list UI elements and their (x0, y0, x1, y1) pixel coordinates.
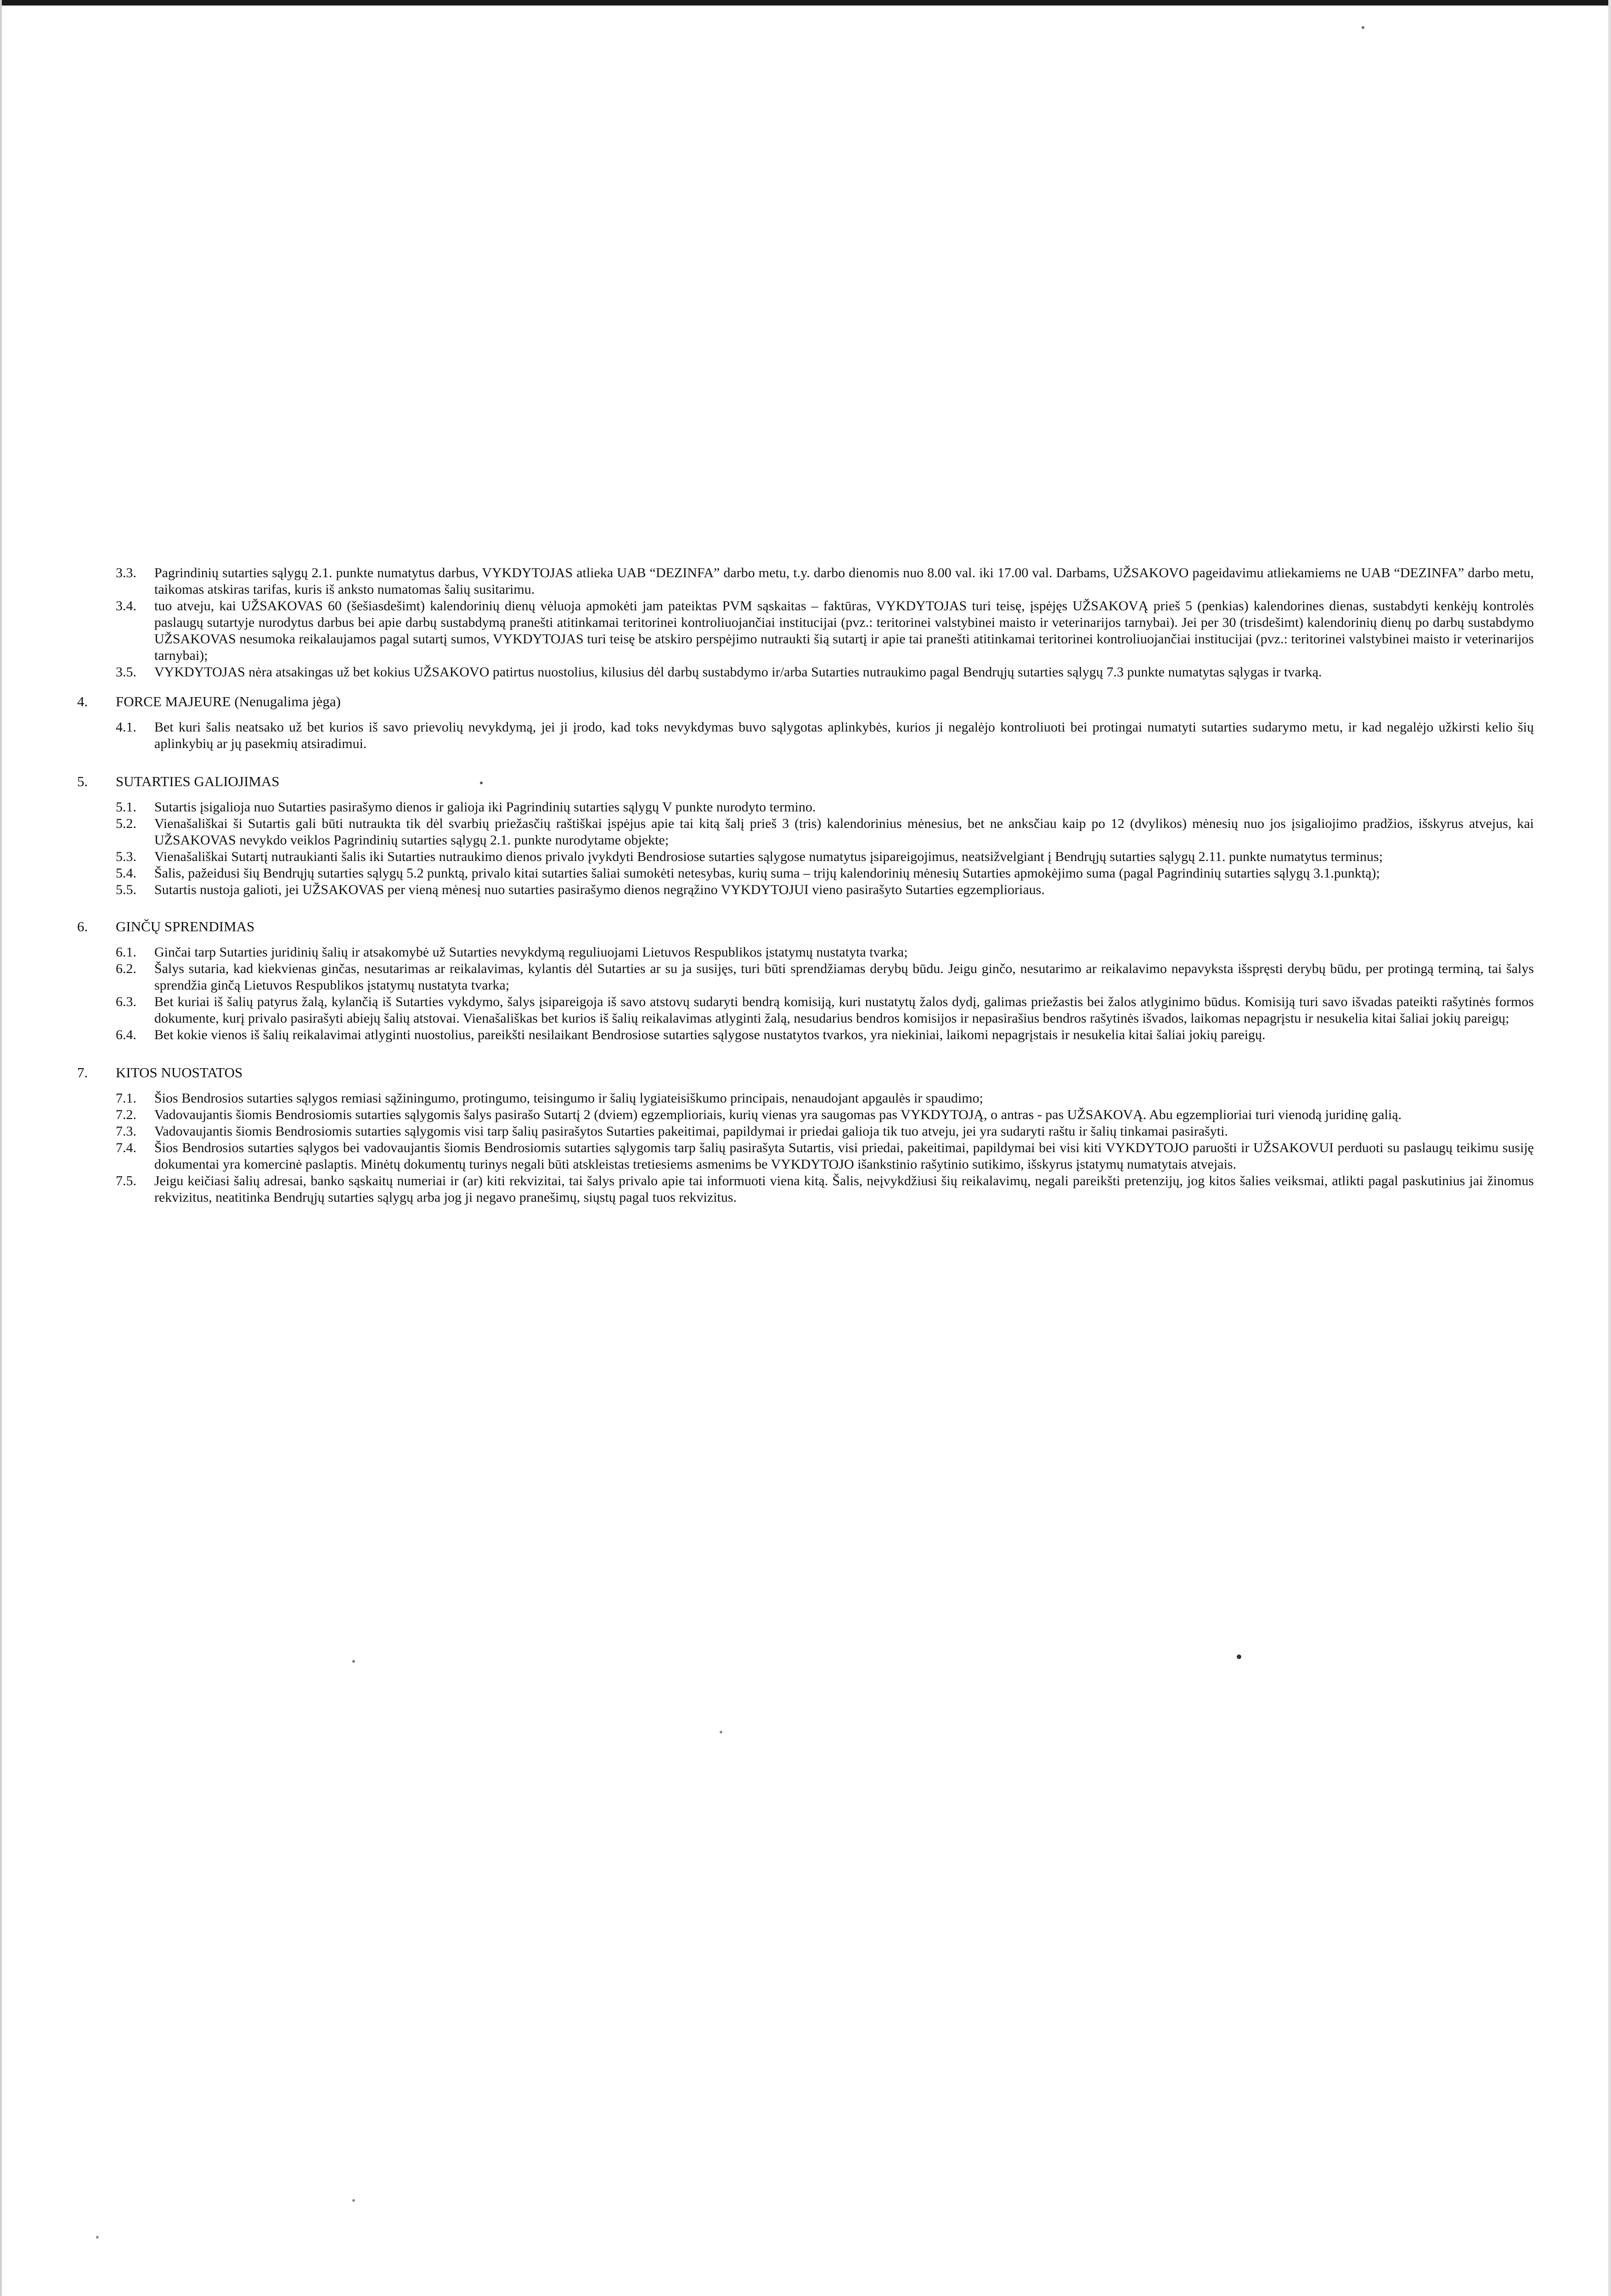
section-number: 6. (77, 918, 88, 934)
clause-text: Vienašališkai ši Sutartis gali būti nutraukta tik dėl svarbių priežasčių raštiškai įspėjus apie tai kitą šalį prieš 3 (tris) kalendorinius mėnesius, bet ne anksčiau kaip po 12 (dvylikos) mėnesių nuo jos įsigaliojimo pradžios, išskyrus atvejus, kai UŽSAKOVAS nevykdo veiklos Pagrindinių sutarties sąlygų 2.1. punkte nurodytame objekte; (154, 816, 1534, 848)
clause (77, 865, 1534, 882)
clause-text: Bet kokie vienos iš šalių reikalavimai atlyginti nuostolius, pareikšti nesilaikant Bendrosiose sutarties sąlygose nustatytos tvarkos, yra niekiniai, laikomi nepagrįstais ir nesukelia kitai šaliai jokių pareigų. (154, 1027, 1266, 1042)
section-title: FORCE MAJEURE (Nenugalima jėga) (116, 693, 341, 709)
clause-text: Šios Bendrosios sutarties sąlygos bei vadovaujantis šiomis Bendrosiomis sutarties sąlygomis tarp šalių pasirašyta Sutartis, visi priedai, pakeitimai, papildymai bei visi kiti VYKDYTOJO paruošti ir UŽSAKOVUI perduoti su paslaugų teikimu susiję dokumentai yra komercinė paslaptis. Minėtų dokumentų turinys negali būti atskleistas tretiesiems asmenims be VYKDYTOJO išankstinio rašytinio sutikimo, išskyrus įstatymų numatytais atvejais. (154, 1140, 1534, 1172)
clause-text: Pagrindinių sutarties sąlygų 2.1. punkte numatytus darbus, VYKDYTOJAS atlieka UAB “DEZINFA” darbo metu, t.y. darbo dienomis nuo 8.00 val. iki 17.00 val. Darbams, UŽSAKOVO pageidavimu atliekamiems ne UAB “DEZINFA” darbo metu, taikomas atskiras tarifas, kuris iš anksto numatomas šalių susitarimu. (154, 565, 1534, 597)
clause-text: Šios Bendrosios sutarties sąlygos remiasi sąžiningumo, protingumo, teisingumo ir šalių lygiateisiškumo principais, nenaudojant apgaulės ir spaudimo; (154, 1091, 983, 1106)
clause-text: Bet kuri šalis neatsako už bet kurios iš savo prievolių nevykdymą, jei ji įrodo, kad toks nevykdymas buvo sąlygotas aplinkybės, kurios ji negalėjo kontroliuoti bei protingai numatyti sutarties sudarymo metu, ir kad negalėjo užkirsti kelio šių aplinkybių ar jų pasekmių atsiradimui. (154, 720, 1534, 751)
scan-left-edge (0, 0, 2, 2296)
clause-text: Vadovaujantis šiomis Bendrosiomis sutarties sąlygomis visi tarp šalių pasirašytos Sutarties pakeitimai, papildymai ir priedai galioja tik tuo atveju, jei yra sudaryti raštu ir šalių tinkamai pasirašyti. (154, 1124, 1228, 1139)
section-other-provisions (77, 1064, 1534, 1206)
section-force-majeure (77, 692, 1534, 752)
scan-top-edge (0, 0, 1611, 6)
document-body (77, 565, 1534, 1206)
section-dispute-resolution (77, 917, 1534, 1043)
clause-number: 7.2. (116, 1107, 136, 1122)
clause (77, 994, 1534, 1027)
section-heading (77, 917, 1534, 936)
clause-text: Šalys sutaria, kad kiekvienas ginčas, nesutarimas ar reikalavimas, kylantis dėl Sutarties ar su ja susijęs, turi būti sprendžiamas derybų būdu. Jeigu ginčo, nesutarimo ar reikalavimo nepavyksta išspręsti derybų būdu, per protingą terminą, tai šalys sprendžia ginčą Lietuvos Respublikos įstatymų nustatyta tvarka; (154, 961, 1534, 993)
clause (77, 1173, 1534, 1206)
clause-number: 7.5. (116, 1173, 136, 1188)
clause-number: 3.5. (116, 664, 136, 680)
clause-number: 6.2. (116, 961, 136, 976)
clause-number: 5.3. (116, 849, 136, 864)
clause-text: Vienašališkai Sutartį nutraukianti šalis iki Sutarties nutraukimo dienos privalo įvykdyti Bendrosiose sutarties sąlygose numatytus įsipareigojimus, neatsižvelgiant į Bendrųjų sutarties sąlygų 2.11. punkte numatytus terminus; (154, 849, 1383, 864)
section-heading (77, 772, 1534, 791)
clause-text: Sutartis nustoja galioti, jei UŽSAKOVAS per vieną mėnesį nuo sutarties pasirašymo dienos negrąžino VYKDYTOJUI vieno pasirašyto Sutarties egzemplioriaus. (154, 882, 1045, 897)
clause-number: 7.4. (116, 1140, 136, 1155)
section-title: SUTARTIES GALIOJIMAS (116, 773, 280, 789)
clause (77, 882, 1534, 898)
clause-text: Ginčai tarp Sutarties juridinių šalių ir atsakomybė už Sutarties nevykdymą reguliuojami Lietuvos Respublikos įstatymų nustatyta tvarka; (154, 945, 908, 960)
section-3-continued (77, 565, 1534, 681)
clause-number: 7.1. (116, 1091, 136, 1106)
clause-number: 3.4. (116, 598, 136, 613)
clause-number: 4.1. (116, 720, 136, 735)
clause (77, 598, 1534, 664)
clause-text: Vadovaujantis šiomis Bendrosiomis sutarties sąlygomis šalys pasirašo Sutartį 2 (dviem) egzemplioriais, kurių vienas yra saugomas pas VYKDYTOJĄ, o antras - pas UŽSAKOVĄ. Abu egzemplioriai turi vienodą juridinę galią. (154, 1107, 1402, 1122)
section-number: 4. (77, 693, 88, 709)
clause-text: tuo atveju, kai UŽSAKOVAS 60 (šešiasdešimt) kalendorinių dienų vėluoja apmokėti jam pateiktas PVM sąskaitas – faktūras, VYKDYTOJAS turi teisę, įspėjęs UŽSAKOVĄ prieš 5 (penkias) kalendorines dienas, sustabdyti kenkėjų kontrolės paslaugų sutartyje nurodytus darbus bei apie darbų sustabdymą pranešti atitinkamai teritorinei kontroliuojančiai institucijai (pvz.: teritorinei valstybinei maisto ir veterinarijos tarnybai). Jei per 30 (trisdešimt) kalendorinių dienų po darbų sustabdymo UŽSAKOVAS nesumoka reikalaujamos pagal sutartį sumos, VYKDYTOJAS turi teisę be atskiro perspėjimo nutraukti šią sutartį ir apie tai pranešti atitinkamai teritorinei kontroliuojančiai institucijai (pvz.: teritorinei valstybinei maisto ir veterinarijos tarnybai); (154, 598, 1534, 663)
clause-number: 6.3. (116, 994, 136, 1009)
clause-text: Jeigu keičiasi šalių adresai, banko sąskaitų numeriai ir (ar) kiti rekvizitai, tai šalys privalo apie tai informuoti viena kitą. Šalis, neįvykdžiusi šių reikalavimų, negali pareikšti pretenzijų, jog kitos šalies veiksmai, atlikti pagal paskutinius jai žinomus rekvizitus, neatitinka Bendrųjų sutarties sąlygų arba jog ji negavo pranešimų, siųstų pagal tuos rekvizitus. (154, 1173, 1534, 1205)
clause-text: Sutartis įsigalioja nuo Sutarties pasirašymo dienos ir galioja iki Pagrindinių sutarties sąlygų V punkte nurodyto termino. (154, 799, 816, 815)
clause (77, 961, 1534, 994)
clause (77, 849, 1534, 865)
clause (77, 1027, 1534, 1043)
section-heading (77, 692, 1534, 711)
section-title: KITOS NUOSTATOS (116, 1064, 243, 1080)
clause (77, 1123, 1534, 1140)
clause (77, 799, 1534, 816)
clause-text: Bet kuriai iš šalių patyrus žalą, kylančią iš Sutarties vykdymo, šalys įsipareigoja iš savo atstovų sudaryti bendrą komisiją, kuri nustatytų žalos dydį, galimas priežastis bei žalos atlyginimo būdus. Komisiją turi savo išvadas pateikti rašytinės formos dokumente, kurį privalo pasirašyti abiejų šalių atstovai. Vienašališkas bet kurios iš šalių reikalavimas atlyginti žalą, nesudarius bendros komisijos ir nepasirašius bendros rašytinės išvados, laikomas nepagrįstu ir nesukelia kitai šaliai jokių pareigų; (154, 994, 1534, 1026)
clause-number: 7.3. (116, 1124, 136, 1139)
section-number: 7. (77, 1064, 88, 1080)
clause-text: Šalis, pažeidusi šių Bendrųjų sutarties sąlygų 5.2 punktą, privalo kitai sutarties šaliai sumokėti netesybas, kurių suma – trijų kalendorinių mėnesių Sutarties apmokėjimo suma (pagal Pagrindinių sutarties sąlygų 3.1.punktą); (154, 866, 1380, 881)
clause (77, 816, 1534, 849)
clause (77, 664, 1534, 681)
clause (77, 565, 1534, 598)
clause (77, 719, 1534, 752)
clause-number: 5.1. (116, 799, 136, 815)
clause-number: 6.4. (116, 1027, 136, 1042)
clause-number: 3.3. (116, 565, 136, 580)
clause-number: 5.4. (116, 866, 136, 881)
clause (77, 944, 1534, 961)
clause-number: 6.1. (116, 945, 136, 960)
scan-right-edge (1608, 0, 1611, 2296)
section-contract-validity (77, 772, 1534, 898)
clause-text: VYKDYTOJAS nėra atsakingas už bet kokius UŽSAKOVO patirtus nuostolius, kilusius dėl darbų sustabdymo ir/arba Sutarties nutraukimo pagal Bendrųjų sutarties sąlygų 7.3 punkte numatytas sąlygas ir tvarką. (154, 664, 1322, 680)
clause (77, 1140, 1534, 1173)
clause-number: 5.5. (116, 882, 136, 897)
clause-number: 5.2. (116, 816, 136, 831)
section-title: GINČŲ SPRENDIMAS (116, 918, 255, 934)
section-number: 5. (77, 773, 88, 789)
clause (77, 1107, 1534, 1123)
section-heading (77, 1064, 1534, 1082)
clause (77, 1090, 1534, 1107)
